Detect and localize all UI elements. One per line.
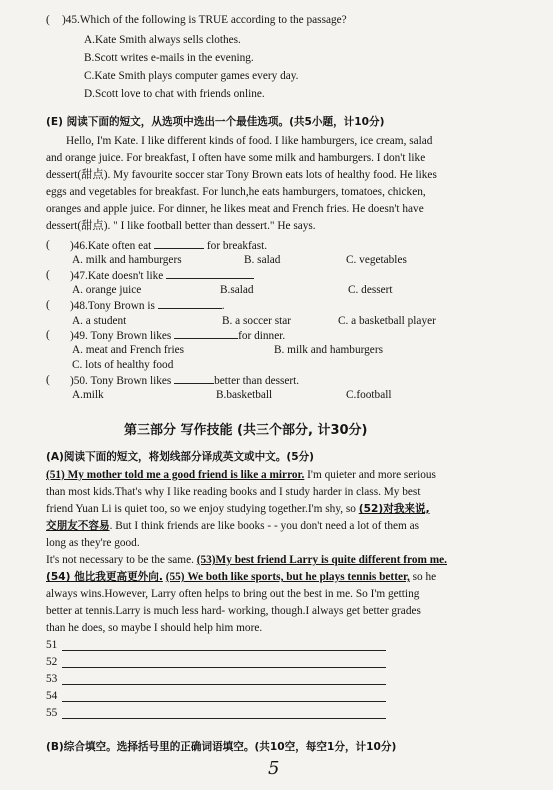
answer-paren: ( <box>46 299 50 311</box>
option-c: C. lots of healthy food <box>72 359 174 371</box>
question-stem: )50. Tony Brown likes better than dessert. <box>70 375 300 387</box>
sentence-52: (52)对我来说, <box>358 503 430 515</box>
answer-blank[interactable] <box>174 373 214 384</box>
option-b: B. milk and hamburgers <box>274 344 383 356</box>
answer-blank[interactable] <box>174 328 238 339</box>
option-b: B.Scott writes e-mails in the evening. <box>84 52 254 64</box>
option-a: A. meat and French fries <box>72 344 184 356</box>
sub-b-heading: (B)综合填空。选择括号里的正确词语填空。(共10空，每空1分，计10分) <box>46 741 397 753</box>
question-stem: )48.Tony Brown is . <box>70 300 225 312</box>
sentence-52: 交朋友不容易 <box>46 520 110 532</box>
passage-line: friend Yuan Li is quiet too, so we enjoy studying together.I'm shy, so (52)对我来说, <box>46 503 430 515</box>
passage-line: always wins.However, Larry often helps to bring out the best in me. So I'm getting <box>46 588 420 600</box>
answer-blank[interactable] <box>166 268 254 279</box>
answer-blank[interactable] <box>158 298 222 309</box>
question-stem: )46.Kate often eat for breakfast. <box>70 240 268 252</box>
passage-line: It's not necessary to be the same. (53)My best friend Larry is quite different from me. <box>46 554 447 566</box>
sub-a-heading: (A)阅读下面的短文，将划线部分译成英文或中文。(5分) <box>46 451 314 463</box>
passage-line: eggs and vegetables for breakfast. For lunch,he eats hamburgers, tomatoes, chicken, <box>46 186 426 198</box>
option-a: A. a student <box>72 315 127 327</box>
passage-line: and orange juice. For breakfast, I often have some milk and hamburgers. I don't like <box>46 152 426 164</box>
option-c: C. a basketball player <box>338 315 436 327</box>
question-stem: )49. Tony Brown likes for dinner. <box>70 330 286 342</box>
passage-line: long as they're good. <box>46 537 140 549</box>
passage-line: oranges and apple juice. For dinner, he likes meat and French fries. He doesn't have <box>46 203 424 215</box>
option-b: B. salad <box>244 254 281 266</box>
question-stem: )45.Which of the following is TRUE according to the passage? <box>62 14 347 26</box>
option-a: A.milk <box>72 389 104 401</box>
answer-line[interactable] <box>62 667 386 668</box>
option-c: C. dessert <box>348 284 393 296</box>
passage-line: dessert(甜点). My favourite soccer star Tony Brown eats lots of healthy food. He likes <box>46 169 437 181</box>
answer-number: 54 <box>46 690 58 702</box>
passage-line: than he does, so maybe I should help him more. <box>46 622 263 634</box>
option-c: C.football <box>346 389 392 401</box>
option-d: D.Scott love to chat with friends online. <box>84 88 265 100</box>
passage-line: dessert(甜点). " I like football better than dessert." He says. <box>46 220 316 232</box>
answer-paren: ( <box>46 329 50 341</box>
passage-line: 交朋友不容易. But I think friends are like books - - you don't need a lot of them as <box>46 520 420 532</box>
answer-paren: ( <box>46 374 50 386</box>
answer-number: 51 <box>46 639 58 651</box>
page-number: 5 <box>268 758 280 779</box>
answer-line[interactable] <box>62 650 386 651</box>
sentence-53: (53)My best friend Larry is quite different from me. <box>196 554 447 566</box>
option-a: A.Kate Smith always sells clothes. <box>84 34 241 46</box>
sentence-55: (55) We both like sports, but he plays tennis better, <box>165 571 410 583</box>
answer-line[interactable] <box>62 701 386 702</box>
answer-number: 55 <box>46 707 58 719</box>
answer-blank[interactable] <box>154 238 204 249</box>
answer-line[interactable] <box>62 718 386 719</box>
sentence-51: (51) My mother told me a good friend is like a mirror. <box>46 469 305 481</box>
part-title: 第三部分 写作技能 (共三个部分, 计30分) <box>124 423 368 438</box>
passage-line: better at tennis.Larry is much less hard- working, though.I always get better grades <box>46 605 421 617</box>
option-b: B.salad <box>220 284 254 296</box>
option-c: C. vegetables <box>346 254 407 266</box>
option-a: A. orange juice <box>72 284 142 296</box>
passage-line: than most kids.That's why I like reading books and I study harder in class. My best <box>46 486 421 498</box>
passage-line: (54) 他比我更高更外向. (55) We both like sports, but he plays tennis better, so he <box>46 571 437 583</box>
option-b: B.basketball <box>216 389 273 401</box>
passage-line: (51) My mother told me a good friend is like a mirror. I'm quieter and more serious <box>46 469 436 481</box>
question-stem: )47.Kate doesn't like <box>70 268 254 283</box>
section-e-heading: (E) 阅读下面的短文，从选项中选出一个最佳选项。(共5小题，计10分) <box>46 116 385 128</box>
answer-paren: ( <box>46 269 50 281</box>
sentence-54: (54) 他比我更高更外向. <box>46 571 163 583</box>
answer-number: 53 <box>46 673 58 685</box>
answer-paren: ( <box>46 14 50 26</box>
answer-number: 52 <box>46 656 58 668</box>
answer-line[interactable] <box>62 684 386 685</box>
option-b: B. a soccer star <box>222 315 292 327</box>
passage-line: Hello, I'm Kate. I like different kinds of food. I like hamburgers, ice cream, salad <box>66 135 433 147</box>
option-c: C.Kate Smith plays computer games every day. <box>84 70 299 82</box>
answer-paren: ( <box>46 239 50 251</box>
option-a: A. milk and hamburgers <box>72 254 182 266</box>
